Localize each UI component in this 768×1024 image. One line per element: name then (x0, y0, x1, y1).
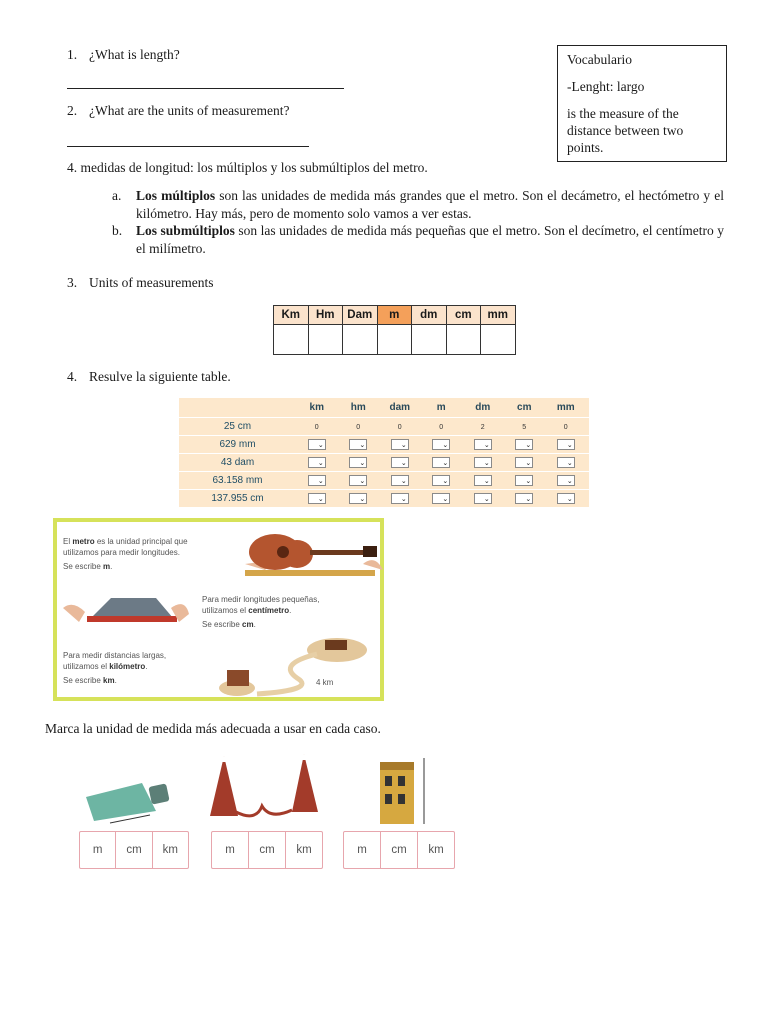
ruler-image (61, 588, 191, 632)
multiples-list (112, 187, 724, 257)
conversion-cell (379, 439, 421, 450)
digit-dropdown[interactable]: ⌄ (474, 493, 492, 504)
conversion-cell (296, 457, 338, 468)
digit-dropdown[interactable]: ⌄ (432, 475, 450, 486)
conversion-cell (504, 421, 546, 432)
answer-cell[interactable] (343, 325, 378, 355)
conversion-cell (338, 493, 380, 504)
conversion-cell (379, 457, 421, 468)
digit-dropdown[interactable]: ⌄ (391, 475, 409, 486)
conversion-cell (462, 457, 504, 468)
conversion-cell (462, 421, 504, 432)
metro-text: El metro es la unidad principal que utilizamos para medir longitudes. Se escribe m. (63, 537, 188, 571)
unit-km: Km (274, 306, 309, 325)
vocabulary-title: Vocabulario (567, 52, 632, 67)
question-3: 3. Units of measurements (67, 275, 214, 290)
conversion-row (179, 453, 589, 471)
guitar-image (235, 524, 385, 582)
choice-building (343, 831, 455, 869)
answer-line-2[interactable] (67, 146, 309, 147)
conversion-cell (462, 493, 504, 504)
conversion-row-label: 63.158 mm (212, 475, 263, 486)
answer-cell[interactable] (274, 325, 309, 355)
conversion-cell (504, 439, 546, 450)
col-mm: mm (556, 402, 575, 413)
road-village-image (217, 632, 377, 700)
col-hm: hm (350, 402, 366, 413)
digit-dropdown[interactable]: ⌄ (474, 457, 492, 468)
vocabulary-definition: is the measure of the distance between two points. (567, 106, 684, 155)
distance-label: 4 km (316, 678, 334, 687)
conversion-cell (462, 439, 504, 450)
conversion-row-label: 25 cm (223, 421, 252, 432)
unit-mm: mm (481, 306, 516, 325)
col-dam: dam (389, 402, 411, 413)
conversion-cell (379, 475, 421, 486)
conversion-cell (338, 439, 380, 450)
choice-m[interactable]: m (357, 844, 367, 856)
col-cm: cm (517, 402, 532, 413)
conversion-row (179, 471, 589, 489)
conversion-row (179, 435, 589, 453)
answer-cell[interactable] (446, 325, 481, 355)
conversion-cell (504, 457, 546, 468)
digit-dropdown[interactable]: ⌄ (391, 439, 409, 450)
digit-value: 5 (522, 424, 527, 431)
digit-dropdown[interactable]: ⌄ (308, 475, 326, 486)
conversion-cell (421, 475, 463, 486)
digit-dropdown[interactable]: ⌄ (308, 439, 326, 450)
conversion-cell (379, 493, 421, 504)
col-km: km (309, 402, 324, 413)
conversion-cell (462, 475, 504, 486)
conversion-cell (338, 475, 380, 486)
choice-km[interactable]: km (417, 832, 454, 868)
answer-cell[interactable] (481, 325, 516, 355)
conversion-row-label: 43 dam (220, 457, 255, 468)
digit-dropdown[interactable]: ⌄ (557, 439, 575, 450)
digit-dropdown[interactable]: ⌄ (349, 475, 367, 486)
digit-dropdown[interactable]: ⌄ (432, 457, 450, 468)
choice-cm[interactable]: cm (380, 832, 417, 868)
choice-toothpaste (79, 831, 189, 869)
digit-dropdown[interactable]: ⌄ (515, 439, 533, 450)
conversion-cell (296, 439, 338, 450)
digit-dropdown[interactable]: ⌄ (308, 457, 326, 468)
col-dm: dm (475, 402, 491, 413)
digit-dropdown[interactable]: ⌄ (349, 493, 367, 504)
digit-dropdown[interactable]: ⌄ (432, 493, 450, 504)
digit-dropdown[interactable]: ⌄ (474, 475, 492, 486)
digit-dropdown[interactable]: ⌄ (515, 493, 533, 504)
answer-line-1[interactable] (67, 88, 344, 89)
unit-cm: cm (446, 306, 481, 325)
digit-dropdown[interactable]: ⌄ (474, 439, 492, 450)
answer-cell[interactable] (412, 325, 447, 355)
choice-mountains (211, 831, 323, 869)
conversion-cell (421, 493, 463, 504)
answer-cell[interactable] (377, 325, 412, 355)
digit-dropdown[interactable]: ⌄ (432, 439, 450, 450)
conversion-row (179, 489, 589, 507)
conversion-cell (296, 493, 338, 504)
kilometro-text: Para medir distancias largas, utilizamos el kilómetro. Se escribe km. (63, 651, 167, 685)
conversion-cell (421, 457, 463, 468)
conversion-cell (504, 493, 546, 504)
unit-m: m (377, 306, 412, 325)
choice-m[interactable]: m (92, 844, 103, 856)
digit-value: 0 (314, 424, 319, 431)
units-answer-row (274, 325, 516, 355)
conversion-cell (338, 421, 380, 432)
list-item-submultiples: b. Los submúltiplos son las unidades de medida más pequeñas que el metro. Son el decímetro, el centímetro y el milímetro. (112, 223, 724, 256)
digit-value: 0 (397, 424, 402, 431)
vocabulary-box (557, 45, 727, 162)
digit-value: 2 (480, 424, 485, 431)
choice-cm[interactable]: cm (248, 832, 285, 868)
units-header-row (274, 306, 516, 325)
conversion-cell (379, 421, 421, 432)
section-4-intro: 4. medidas de longitud: los múltiplos y los submúltiplos del metro. (67, 160, 428, 175)
choice-cm[interactable]: cm (115, 832, 151, 868)
digit-dropdown[interactable]: ⌄ (349, 439, 367, 450)
digit-dropdown[interactable]: ⌄ (308, 493, 326, 504)
conversion-cell (545, 421, 587, 432)
digit-dropdown[interactable]: ⌄ (557, 475, 575, 486)
vocabulary-term: -Lenght: largo (567, 79, 645, 94)
conversion-header-row (179, 398, 589, 417)
mountains-image (208, 752, 328, 824)
digit-dropdown[interactable]: ⌄ (557, 493, 575, 504)
digit-dropdown[interactable]: ⌄ (557, 457, 575, 468)
digit-dropdown[interactable]: ⌄ (515, 457, 533, 468)
digit-value: 0 (439, 424, 444, 431)
mark-instruction: Marca la unidad de medida más adecuada a usar en cada caso. (45, 721, 381, 736)
conversion-table (179, 398, 589, 507)
conversion-cell (504, 475, 546, 486)
conversion-cell (545, 439, 587, 450)
digit-dropdown[interactable]: ⌄ (391, 457, 409, 468)
conversion-cell (296, 421, 338, 432)
conversion-row (179, 417, 589, 435)
conversion-cell (545, 475, 587, 486)
building-image (376, 754, 436, 826)
conversion-row-label: 629 mm (219, 439, 256, 450)
conversion-cell (338, 457, 380, 468)
col-m: m (436, 402, 446, 413)
digit-value: 0 (356, 424, 361, 431)
digit-dropdown[interactable]: ⌄ (349, 457, 367, 468)
list-item-multiples: a. Los múltiplos son las unidades de medida más grandes que el metro. Son el decámetro, el hectómetro y el kilómetro. Hay más, pero de momento solo vamos a ver estas. (112, 188, 725, 221)
conversion-cell (421, 421, 463, 432)
toothpaste-image (80, 775, 180, 827)
digit-dropdown[interactable]: ⌄ (391, 493, 409, 504)
question-2: 2. ¿What are the units of measurement? (67, 103, 290, 118)
question-1: 1. ¿What is length? (67, 47, 180, 62)
unit-dm: dm (412, 306, 447, 325)
digit-value: 0 (563, 424, 568, 431)
digit-dropdown[interactable]: ⌄ (515, 475, 533, 486)
question-4b: 4. Resulve la siguiente table. (67, 369, 231, 384)
units-table (273, 305, 516, 355)
unit-hm: Hm (308, 306, 343, 325)
choice-m[interactable]: m (225, 844, 235, 856)
unit-dam: Dam (343, 306, 378, 325)
conversion-cell (545, 457, 587, 468)
centimetro-text: Para medir longitudes pequeñas, utilizamos el centímetro. Se escribe cm. (202, 595, 320, 629)
conversion-row-label: 137.955 cm (211, 493, 264, 504)
conversion-cell (296, 475, 338, 486)
conversion-cell (545, 493, 587, 504)
conversion-cell (421, 439, 463, 450)
choice-km[interactable]: km (152, 832, 188, 868)
units-illustration-panel (53, 518, 384, 701)
choice-km[interactable]: km (285, 832, 322, 868)
answer-cell[interactable] (308, 325, 343, 355)
